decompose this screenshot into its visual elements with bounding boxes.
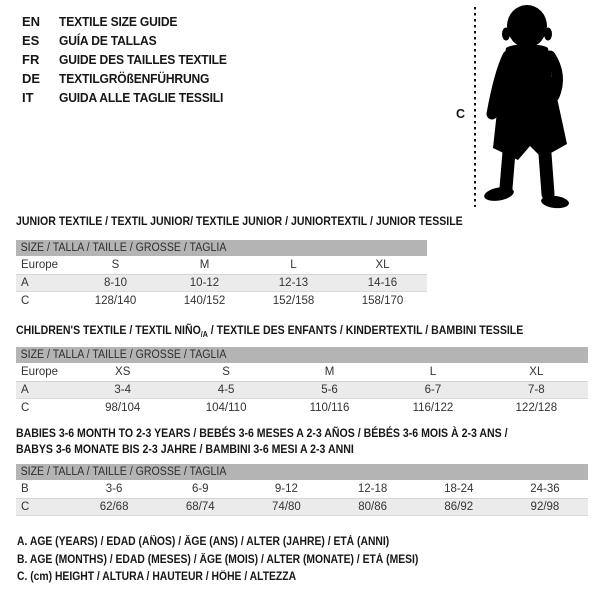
language-row-fr [22, 50, 239, 69]
footnote-c: C. (cm) HEIGHT / ALTURA / HAUTEUR / HÖHE / ALTEZZA [17, 571, 297, 583]
height-cell: 74/80 [272, 501, 301, 513]
height-cell: 104/110 [205, 402, 247, 414]
language-title: GUÍA DE TALLAS [59, 33, 157, 48]
height-cell: 62/68 [99, 501, 129, 513]
table-row-age [16, 274, 427, 292]
height-cell: 68/74 [185, 501, 215, 513]
row-label: C [21, 501, 30, 513]
age-cell: 6-7 [424, 384, 442, 396]
height-cell: 98/104 [105, 402, 141, 414]
children-size-table [16, 347, 588, 417]
size-cell: XL [529, 366, 544, 378]
height-measure-label: C [456, 107, 466, 121]
height-cell: 152/158 [272, 295, 315, 307]
age-cell: 12-18 [357, 483, 388, 495]
age-cell: 14-16 [367, 277, 398, 289]
age-cell: 9-12 [274, 483, 298, 495]
footnotes-block [17, 536, 463, 589]
height-cell: 128/140 [94, 295, 137, 307]
size-header-band [16, 347, 588, 363]
size-cell: XL [375, 259, 390, 271]
section-title-babies-line1: BABIES 3-6 MONTH TO 2-3 YEARS / BEBÉS 3-6 MESES A 2-3 AÑOS / BÉBÉS 3-6 MOIS À 2-3 ANS / [16, 426, 508, 440]
language-row-en [22, 12, 239, 31]
row-label: B [21, 483, 29, 495]
size-header-text: SIZE / TALLA / TAILLE / GRÖSSE / TAGLIA [20, 466, 227, 478]
language-code: EN [22, 14, 41, 29]
language-code: IT [22, 90, 34, 105]
language-title: GUIDA ALLE TAGLIE TESSILI [59, 90, 224, 105]
row-label: C [21, 402, 30, 414]
age-cell: 18-24 [444, 483, 474, 495]
language-title: GUIDE DES TAILLES TEXTILE [59, 52, 227, 67]
section-title-babies-line2: BABYS 3-6 MONATE BIS 2-3 JAHRE / BAMBINI 3-6 MESI A 2-3 ANNI [16, 442, 354, 456]
row-label: Europe [21, 259, 59, 271]
age-cell: 8-10 [103, 277, 128, 289]
size-header-text: SIZE / TALLA / TAILLE / GRÖSSE / TAGLIA [20, 349, 227, 361]
height-cell: 158/170 [361, 295, 404, 307]
height-cell: 80/86 [358, 501, 387, 513]
age-cell: 10-12 [189, 277, 220, 289]
age-cell: 3-4 [114, 384, 132, 396]
row-label: C [21, 295, 30, 307]
section-title-part: / TEXTILE DES ENFANTS / KINDERTEXTIL / BAMBINI TESSILE [207, 323, 524, 337]
size-header-band [16, 464, 588, 480]
row-label: Europe [21, 366, 59, 378]
height-cell: 110/116 [309, 402, 350, 414]
footnote-a: A. AGE (YEARS) / EDAD (AÑOS) / ÂGE (ANS) / ALTER (JAHRE) / ETÀ (ANNI) [17, 536, 390, 548]
age-cell: 4-5 [217, 384, 235, 396]
junior-size-table [16, 240, 427, 310]
age-cell: 24-36 [530, 483, 560, 495]
size-header-band [16, 240, 427, 256]
language-title: TEXTILE SIZE GUIDE [59, 14, 178, 29]
section-title-junior: JUNIOR TEXTILE / TEXTIL JUNIOR/ TEXTILE JUNIOR / JUNIORTEXTIL / JUNIOR TESSILE [16, 214, 463, 228]
row-label: A [21, 384, 29, 396]
age-cell: 7-8 [528, 384, 545, 396]
height-cell: 92/98 [530, 501, 560, 513]
section-title-children [16, 323, 523, 337]
babies-size-table [16, 464, 588, 516]
row-label: A [21, 277, 29, 289]
language-code: DE [22, 71, 41, 86]
height-cell: 86/92 [444, 501, 474, 513]
size-cell: S [111, 259, 120, 271]
table-row-height [16, 292, 427, 310]
size-cell: L [429, 366, 437, 378]
section-title-part: CHILDREN'S TEXTILE / TEXTIL NIÑO [16, 323, 201, 337]
size-header-text: SIZE / TALLA / TAILLE / GRÖSSE / TAGLIA [20, 242, 227, 254]
age-cell: 3-6 [105, 483, 123, 495]
table-row-europe [16, 256, 427, 274]
height-cell: 122/128 [515, 402, 558, 414]
size-cell: M [324, 366, 335, 378]
table-row-height [16, 498, 588, 516]
size-cell: M [199, 259, 210, 271]
baby-silhouette [483, 5, 569, 209]
size-cell: XS [115, 366, 131, 378]
age-cell: 6-9 [191, 483, 209, 495]
language-title: TEXTILGRÖßENFÜHRUNG [59, 71, 210, 86]
table-row-age-months [16, 480, 588, 498]
language-row-es [22, 31, 239, 50]
age-cell: 5-6 [321, 384, 338, 396]
size-cell: L [290, 259, 297, 271]
table-row-height [16, 399, 588, 417]
language-code: ES [22, 33, 40, 48]
language-code: FR [22, 52, 40, 67]
height-cell: 140/152 [183, 295, 226, 307]
baby-silhouette-icon [448, 4, 600, 210]
table-row-age [16, 381, 588, 399]
language-row-de [22, 69, 239, 88]
height-cell: 116/122 [412, 402, 454, 414]
size-cell: S [222, 366, 230, 378]
language-title-block [22, 12, 239, 107]
footnote-b: B. AGE (MONTHS) / EDAD (MESES) / ÂGE (MOIS) / ALTER (MONATE) / ETÀ (MESI) [17, 553, 419, 566]
age-cell: 12-13 [278, 277, 309, 289]
section-title-subscript: /A [200, 330, 208, 339]
table-row-europe [16, 363, 588, 381]
language-row-it [22, 88, 239, 107]
